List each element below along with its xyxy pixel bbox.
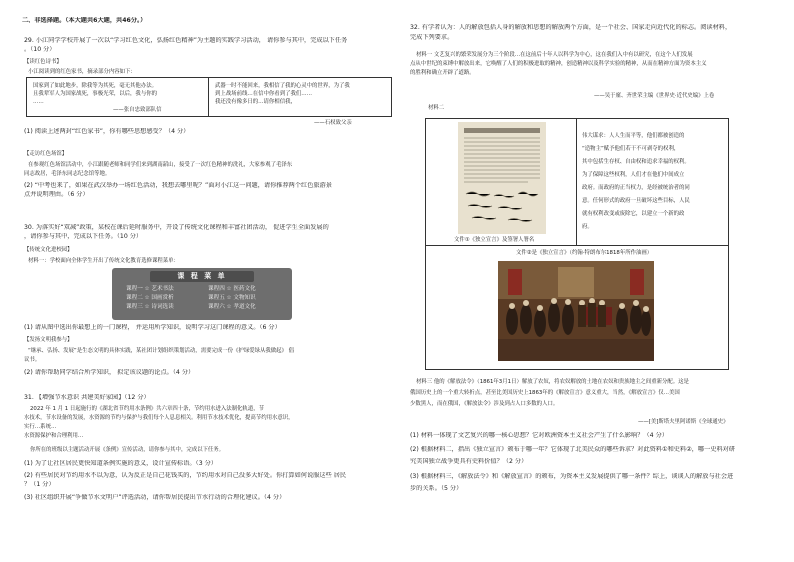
q31-body-line3: 实行…系统… <box>24 424 57 430</box>
letters-divider <box>208 78 209 116</box>
doc-text-line2: “造物主”赋予他们若干不可剥夺的权利， <box>582 146 680 152</box>
course-item-4: 课程四 ☆ 医药文化 <box>208 286 256 292</box>
declaration-document-image <box>458 122 546 234</box>
material2-divider-vertical <box>576 119 577 245</box>
q32-sub3-line1: (3) 根据材料三，《解放法令》和《解放宣言》的颁布，为资本主义发展提供了哪一条件？综上，谈谈人的解放与社会进 <box>410 473 734 480</box>
q29-tag-letters: 【读红色诗书】 <box>24 59 62 65</box>
q29-stem-line1: 29. 小江同学学校开展了一次以“学习红色文化，弘扬红色精神”为主题的实践学习活动， 请你参与其中，完成以下任务 <box>24 37 348 44</box>
q31-sub3: (3) 社区组织开展“争做节水文明户”评选活动，请你帮居民提出节水行动的合理化建议。（4 分） <box>24 494 286 501</box>
q32-sub2-line2: 究美国独立战争更具有史料价值？（2 分） <box>410 458 528 465</box>
q32-m3-line2: 俄国历史上的一个重大转折点，甚至比美国历史上1863年的《解放宣言》意义重大，当然，《解放宣言》仅…美国 <box>410 390 680 396</box>
course-item-1: 课程一 ☆ 艺术书法 <box>126 286 174 292</box>
course-item-3: 课程三 ☆ 诗词选读 <box>126 304 174 310</box>
q31-body-line4: 水资源保护和合理利用… <box>24 433 84 439</box>
letter-right-line1: 武器一时不能回来，我相信了我的心灵中的世界，为了我 <box>215 83 350 89</box>
q29-stem-line2: 。（10 分） <box>24 46 56 53</box>
q29-tag-visit: 【走访红色场馆】 <box>24 151 68 157</box>
q31-sub2-line2: ？（1 分） <box>24 481 55 488</box>
q32-m3-line1: 材料三 他的《解放法令》（1861年3月1日）解放了农奴，将农奴解放的土地在农奴和贵族地主之间重新分配。这是 <box>416 379 689 385</box>
q31-stem: 31. 【增强节水意识 共建美好家园】（12 分） <box>24 394 150 401</box>
q32-sub2-line1: (2) 根据材料二，指出《独立宣言》颁布于哪一年？它体现了北美民众的哪些诉求？对此资料①和史料②，哪一史料对研 <box>410 446 736 453</box>
course-item-5: 课程五 ☆ 文物知识 <box>208 295 256 301</box>
material2-box <box>425 118 729 370</box>
declaration-painting-image <box>498 261 654 361</box>
q32-sub1: (1) 材料一体现了文艺复兴的哪一核心思想？它对欧洲资本主义社会产生了什么影响？（4 分） <box>410 432 668 439</box>
letter-right-line2: 到上战场前线…在信中你看到了我们…… <box>215 91 313 97</box>
doc-text-line8: 府。 <box>582 224 593 230</box>
course-menu-title: 课 程 菜 单 <box>150 271 254 282</box>
q32-m3-source: ——[美]斯塔夫里阿诺斯《全球通史》 <box>638 419 729 425</box>
doc-text-line5: 政府。而政府的正当权力，是经被统治者的同 <box>582 185 690 191</box>
q31-sub1: (1) 为了让社区居民更快知道条例实施的意义，设计宣传标语。（3 分） <box>24 460 217 467</box>
q32-stem-line1: 32. 有学者认为：人的解放包括人身的解放和思想的解放两个方面，是一个社会、国家走向近代化的标志。阅读材料， <box>410 24 732 31</box>
q29-sub1: (1) 阅读上述两封“红色家书”，你有哪些思想感受？（4 分） <box>24 128 190 135</box>
q31-body-line2: 水技术，节水设备的发展，水资源的节约与保护与我们每个人息息相关。利用节水技术优化，提高节约用水意识， <box>24 415 294 421</box>
doc-text-line7: 就有权利改变或废除它，以建立一个新的政 <box>582 211 685 217</box>
doc-text-line3: 其中包括生存权、自由权和追求幸福的权利。 <box>582 159 690 165</box>
course-item-2: 课程二 ☆ 国画赏析 <box>126 295 174 301</box>
letters-box <box>26 77 392 117</box>
document-caption: 文件①《独立宣言》及签署人署名 <box>454 237 535 243</box>
q32-m1-line1: 材料一 文艺复兴的繁荣发展分为三个阶段…在这前后十年人以科学为中心，这在我们入中有以研究，在这个人们发展 <box>416 52 693 58</box>
q30-material1: 材料一：学校面向全体学生开出了传统文化教育选修课程菜单： <box>28 258 179 264</box>
letter-left-line2: 且我辈军人为国家战死，事极光荣，以后，我与你的 <box>33 91 157 97</box>
q30-material2-line2: 议书。 <box>24 357 41 363</box>
q29-visit-line2: 同志故居，毛泽东同志纪念馆等地。 <box>24 171 111 177</box>
q31-body-line1: 2022 年 1 月 1 日起施行的《湖北省节约用水条例》共六章四十条，节约用水进入法制化轨道，节 <box>30 406 264 412</box>
q30-sub2: (2) 请你帮助同学结合所学知识， 拟定该议题的论点。（4 分） <box>24 369 195 376</box>
letter-left-line1: 国家到了如此地步，除我等为其死，毫无其他办法。 <box>33 83 157 89</box>
letter-right-line3: 我还没有像多日的…请你相信我， <box>215 99 296 105</box>
q30-tag2: 【发扬文明我参与】 <box>24 337 73 343</box>
doc-text-line6: 意。任何形式的政府一旦破坏这些目标，人民 <box>582 198 690 204</box>
course-item-6: 课程六 ☆ 孝道文化 <box>208 304 256 310</box>
doc-text-line4: 为了保障这些权利，人们才在他们中间成立 <box>582 172 685 178</box>
q32-m2-label: 材料二 <box>428 105 445 111</box>
q29-sub2-line2: 点并说明理由。（6 分） <box>24 191 89 198</box>
q32-stem-line2: 完成下列要求。 <box>410 34 454 41</box>
q30-tag: 【传统文化进校园】 <box>24 247 73 253</box>
q30-stem-line2: ，请你参与其中，完成以下任务。（10 分） <box>24 233 143 240</box>
q32-sub3-line2: 步的关系。（5 分） <box>410 485 463 492</box>
letter-left-line3: …… <box>33 99 44 105</box>
q32-m1-line3: 的胜利和确立开辟了道路。 <box>410 70 475 76</box>
q30-material2-line1: “继承、弘扬、发展”是生态文明的具体实践，某社团计划组织策划活动，需要完成一份《护绿爱绿从我做起》 倡 <box>28 348 295 354</box>
q29-sub2-line1: (2) “中考也来了，如果在武汉举办一场红色活动，我想去哪里呢？”面对小江这一问题，请你推荐两个红色旅游景 <box>24 182 332 189</box>
material2-divider-horizontal <box>426 245 728 246</box>
letter-left-source: ——张自忠致部队信 <box>113 107 162 113</box>
painting-caption: 文件②是《独立宣言》（约翰·特朗布尔1818年所作油画） <box>516 250 653 256</box>
course-menu-image <box>112 268 292 320</box>
document-text-texture <box>458 122 546 234</box>
doc-text-line1: 伟大谋求：人人生而平等，他们都被创造的 <box>582 133 685 139</box>
letter-right-source: ——石权致父亲 <box>314 120 352 126</box>
q32-m1-source: ——吴于廑、齐世荣主编《世界史·近代史编》上卷 <box>594 93 715 99</box>
q31-body2: 你所在的班级以主题活动开展《条例》宣传活动，请你参与其中，完成以下任务。 <box>30 447 225 453</box>
painting-figures <box>498 261 654 361</box>
q32-m1-line2: 点从中世纪的束缚中解放出来，它唤醒了人们的积极进取的精神，创造精神以及科学实验的精神，从而在精神方面为资本主义 <box>410 61 707 67</box>
section-heading: 二、非选择题。（本大题共6大题，共46分。） <box>22 17 147 24</box>
q30-sub1: (1) 请从图中选出你最想上的一门课程， 并运用所学知识，说明学习这门课程的意义。（6 分） <box>24 324 281 331</box>
q30-stem-line1: 30. 为落实好“双减”政策，某校在课后延时服务中，开设了传统文化课程和丰富社团活动， 促进学生全面发展的 <box>24 224 329 231</box>
q29-intro: 小江阅读到的红色家书，摘录部分内容如下： <box>28 69 136 75</box>
q31-sub2-line1: (2) 有些居民对节约用水不以为意，认为反正是自己花钱买的，节约用水对自己没多大好处。你打算如何说服这些 居民 <box>24 472 347 479</box>
q32-m3-line3: 少数黑人，而在俄国，《解放法令》涉及到占人口多数的人口。 <box>410 401 559 407</box>
q29-visit-line1: 在参观红色场馆活动中，小江跟随老师和同学们来到湖南韶山，接受了一次红色精神的洗礼，大家参观了毛泽东 <box>28 162 293 168</box>
